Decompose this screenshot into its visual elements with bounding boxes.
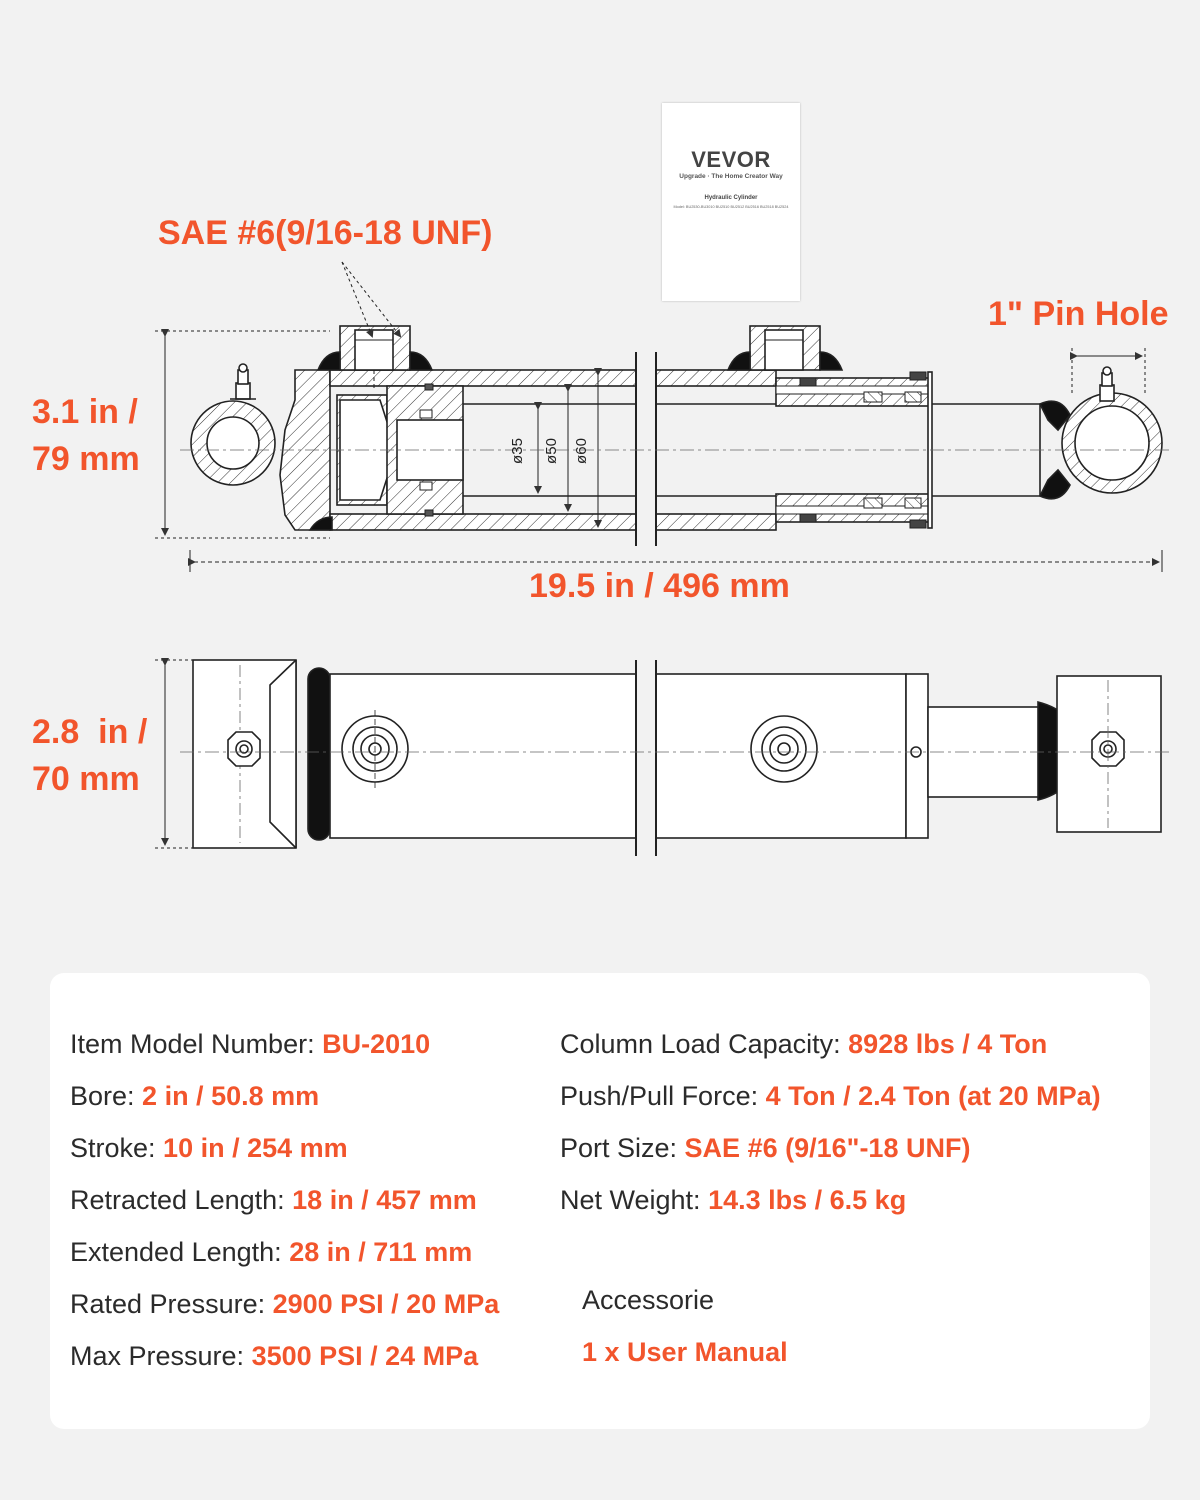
dimension-outer-diameter: ø60 (573, 438, 590, 464)
height-top-line1: 3.1 in / (32, 393, 138, 431)
spec-retracted-length: Retracted Length: 18 in / 457 mm (70, 1185, 477, 1215)
spec-bore: Bore: 2 in / 50.8 mm (70, 1081, 320, 1111)
overall-length-label: 19.5 in / 496 mm (529, 567, 790, 605)
spec-column-load: Column Load Capacity: 8928 lbs / 4 Ton (560, 1029, 1048, 1059)
pin-hole-label: 1" Pin Hole (988, 295, 1169, 333)
side-view (155, 660, 1170, 856)
accessory-item: 1 x User Manual (582, 1337, 788, 1367)
spec-extended-length: Extended Length: 28 in / 711 mm (70, 1237, 473, 1267)
manual-product-title: Hydraulic Cylinder (704, 195, 758, 201)
spec-model-number: Item Model Number: BU-2010 (70, 1029, 431, 1059)
port-size-label: SAE #6(9/16-18 UNF) (158, 214, 493, 252)
spec-rated-pressure: Rated Pressure: 2900 PSI / 20 MPa (70, 1289, 500, 1319)
accessory-heading: Accessorie (582, 1285, 715, 1315)
manual-brand-logo: VEVOR (691, 147, 771, 172)
dimension-rod-diameter: ø35 (509, 438, 526, 464)
user-manual-image (662, 103, 800, 301)
spec-push-pull-force: Push/Pull Force: 4 Ton / 2.4 Ton (at 20 MPa) (560, 1081, 1101, 1111)
spec-max-pressure: Max Pressure: 3500 PSI / 24 MPa (70, 1341, 479, 1371)
dimension-bore-diameter: ø50 (543, 438, 560, 464)
specifications-card (50, 973, 1150, 1429)
spec-net-weight: Net Weight: 14.3 lbs / 6.5 kg (560, 1185, 907, 1215)
manual-model-line: Model: BU2530-BU3010 BU2510 BU2512 BU2516 BU2518 BU2524 (673, 205, 789, 209)
manual-tagline: Upgrade · The Home Creator Way (679, 173, 783, 180)
height-bottom-line2: 70 mm (32, 760, 140, 798)
height-top-line2: 79 mm (32, 440, 140, 478)
spec-stroke: Stroke: 10 in / 254 mm (70, 1133, 348, 1163)
height-bottom-line1: 2.8 in / (32, 713, 148, 751)
spec-port-size: Port Size: SAE #6 (9/16"-18 UNF) (560, 1133, 971, 1163)
